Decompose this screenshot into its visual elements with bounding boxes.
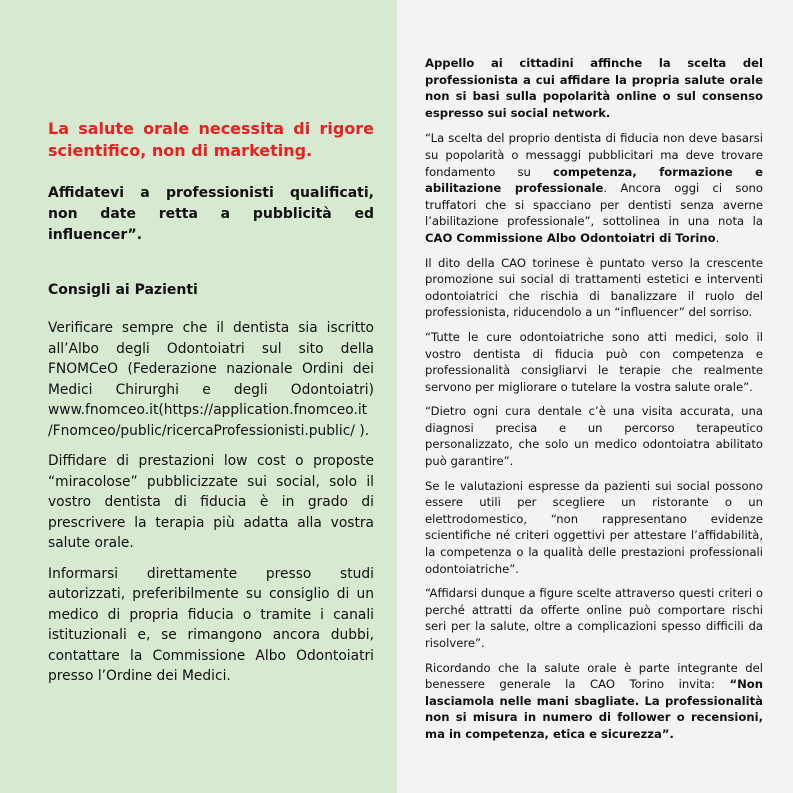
article-paragraph-4: “Dietro ogni cura dentale c’è una visita accurata, una diagnosi precisa e un percorso terapeutico personalizzato, che solo un medico odontoiatra abilitato può garantire”. — [425, 404, 763, 469]
intro-paragraph: Appello ai cittadini affinche la scelta del professionista a cui affidare la propria salute orale non si basi sulla popolarità online o sul consenso espresso sui social network. — [425, 56, 763, 120]
article-paragraph-2: Il dito della CAO torinese è puntato verso la crescente promozione sui social di trattamenti estetici e interventi odontoiatrici che rischia di banalizzare il ruolo del professionista, riducendolo a un “influencer” del sorriso. — [425, 255, 763, 320]
article-paragraph-7 — [425, 660, 763, 743]
p1-text-e: . — [715, 230, 720, 245]
article-paragraph-1 — [425, 130, 763, 246]
advice-paragraph-3: Informarsi direttamente presso studi autorizzati, preferibilmente su consiglio di un medico di propria fiducia o tramite i canali istituzionali e, se rimangono ancora dubbi, contattare la Commissione Albo Odontoiatri presso l’Ordine dei Medici. — [48, 565, 374, 684]
article-paragraph-6: “Affidarsi dunque a figure scelte attraverso questi criteri o perché attratti da offerte online può comportare rischi seri per la salute, oltre a complicazioni spesso difficili da risolvere”. — [425, 586, 763, 650]
advice-paragraph-2: Diffidare di prestazioni low cost o proposte “miracolose” pubblicizzate sui social, solo il vostro dentista di fiducia è in grado di prescrivere la terapia più adatta alla vostra salute orale. — [48, 453, 374, 551]
advice-list — [48, 318, 374, 697]
subheadline: Affidatevi a professionisti qualificati, non date retta a pubblicità ed influencer”. — [48, 185, 374, 243]
article-column — [425, 55, 763, 751]
p7-text-a: Ricordando che la salute orale è parte integrante del benessere generale la CAO Torino invita: — [425, 660, 763, 692]
p7-bold-quote: “Non lasciamola nelle mani sbagliate. La professionalità non si misura in numero di follower o recensioni, ma in competenza, etica e sicurezza”. — [425, 677, 763, 741]
headline: La salute orale necessita di rigore scientifico, non di marketing. — [48, 119, 374, 160]
advice-paragraph-1: Verificare sempre che il dentista sia iscritto all’Albo degli Odontoiatri sul sito della FNOMCeO (Federazione nazionale Ordini dei Medici Chirurghi e degli Odontoiatri) www.fnomceo.it(https://application.fnomceo.it /Fnomceo/public/ricercaProfessionisti.public/ ). — [48, 320, 374, 439]
article-paragraph-5: Se le valutazioni espresse da pazienti sui social possono essere utili per scegliere un ristorante o un elettrodomestico, “non rappresentano evidenze scientifiche né criteri oggettivi per attestare l’affidabilità, la competenza o la qualità delle prestazioni professionali odontoiatriche”. — [425, 478, 763, 576]
p1-bold-cao: CAO Commissione Albo Odontoiatri di Torino — [425, 230, 716, 245]
p1-text-c: . Ancora oggi ci sono truffatori che si spacciano per dentisti senza averne l’abilitazione professionale”, sottolinea in una nota la — [425, 181, 764, 229]
p1-bold-competenza: competenza, formazione e abilitazione professionale — [425, 164, 763, 196]
article-paragraph-3: “Tutte le cure odontoiatriche sono atti medici, solo il vostro dentista di fiducia può con competenza e professionalità consigliarvi le terapie che realmente servono per migliorare o tutelare la vostra salute orale”. — [425, 329, 763, 394]
p1-text-a: “La scelta del proprio dentista di fiducia non deve basarsi su popolarità o messaggi pubblicitari ma deve trovare fondamento su — [425, 131, 763, 179]
section-title-consigli: Consigli ai Pazienti — [48, 282, 198, 298]
